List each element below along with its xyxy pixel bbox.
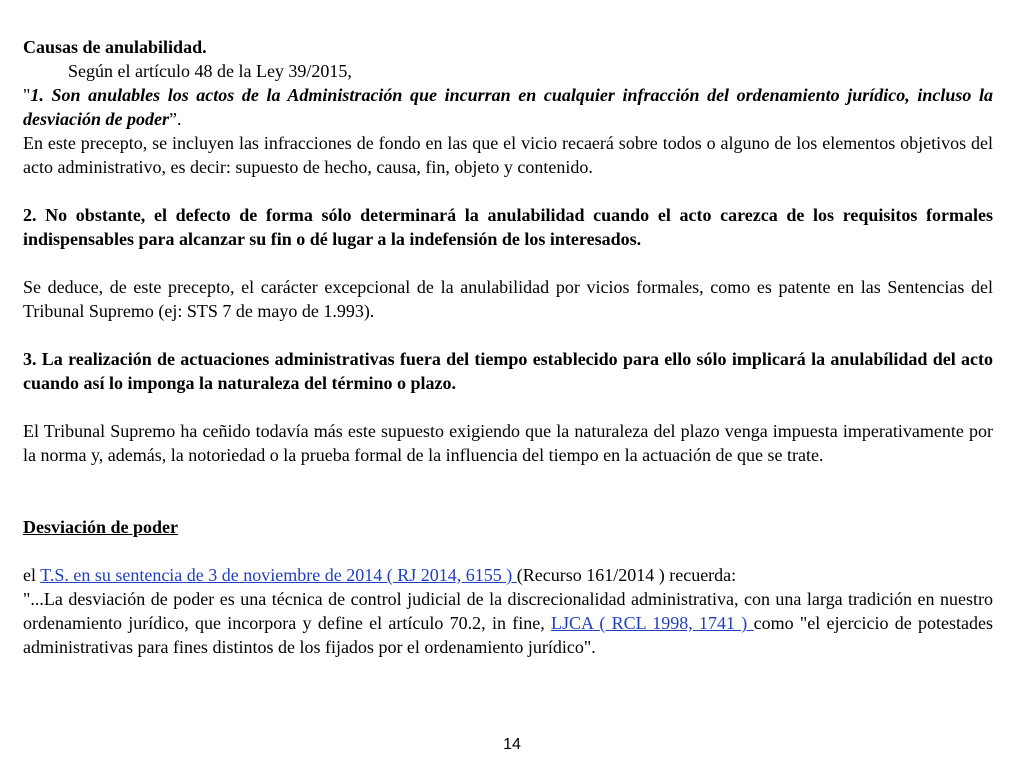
quote-text-end: como "el ejercicio de potestades administrativas para fines distintos de los fijados por el ordenamiento jurídico". [23, 613, 993, 657]
sentencia-suffix: (Recurso 161/2014 ) recuerda: [516, 565, 737, 585]
article-paragraph-1 [23, 83, 993, 131]
desviacion-quote [23, 587, 993, 659]
ljca-link[interactable]: LJCA ( RCL 1998, 1741 ) [551, 613, 754, 633]
article-paragraph-2: 2. No obstante, el defecto de forma sólo determinará la anulabilidad cuando el acto carezca de los requisitos formales indispensables para alcanzar su fin o dé lugar a la indefensión de los interesados. [23, 205, 993, 249]
article-1-comment: En este precepto, se incluyen las infracciones de fondo en las que el vicio recaerá sobre todos o alguno de los elementos objetivos del acto administrativo, es decir: supuesto de hecho, causa, fin, objeto y contenido. [23, 133, 993, 177]
article-3-comment: El Tribunal Supremo ha ceñido todavía más este supuesto exigiendo que la naturaleza del plazo venga impuesta imperativamente por la norma y, además, la notoriedad o la prueba formal de la influencia del tiempo en la actuación de que se trate. [23, 421, 993, 465]
sentencia-prefix: el [23, 565, 41, 585]
intro-line: Según el artículo 48 de la Ley 39/2015, [68, 61, 352, 81]
quote-close: ”. [168, 109, 182, 129]
page-number: 14 [503, 736, 521, 753]
article-1-text: 1. Son anulables los actos de la Administración que incurran en cualquier infracción del ordenamiento jurídico, incluso la desviación de poder [23, 85, 993, 129]
quote-text-start: "...La desviación de poder es una técnica de control judicial de la discrecionalidad administrativa, con una larga tradición en nuestro ordenamiento jurídico, que incorpora y define el artículo 70.2, in fine, [23, 589, 993, 633]
section-heading: Causas de anulabilidad. [23, 37, 207, 57]
sentencia-line [23, 563, 993, 587]
quote-open: " [23, 85, 31, 105]
article-2-comment: Se deduce, de este precepto, el carácter excepcional de la anulabilidad por vicios formales, como es patente en las Sentencias del Tribunal Supremo (ej: STS 7 de mayo de 1.993). [23, 277, 993, 321]
article-paragraph-3: 3. La realización de actuaciones administrativas fuera del tiempo establecido para ello sólo implicará la anulabílidad del acto cuando así lo imponga la naturaleza del término o plazo. [23, 349, 993, 393]
sentencia-link[interactable]: T.S. en su sentencia de 3 de noviembre de 2014 ( RJ 2014, 6155 ) [40, 565, 517, 585]
desviacion-heading: Desviación de poder [23, 517, 178, 537]
